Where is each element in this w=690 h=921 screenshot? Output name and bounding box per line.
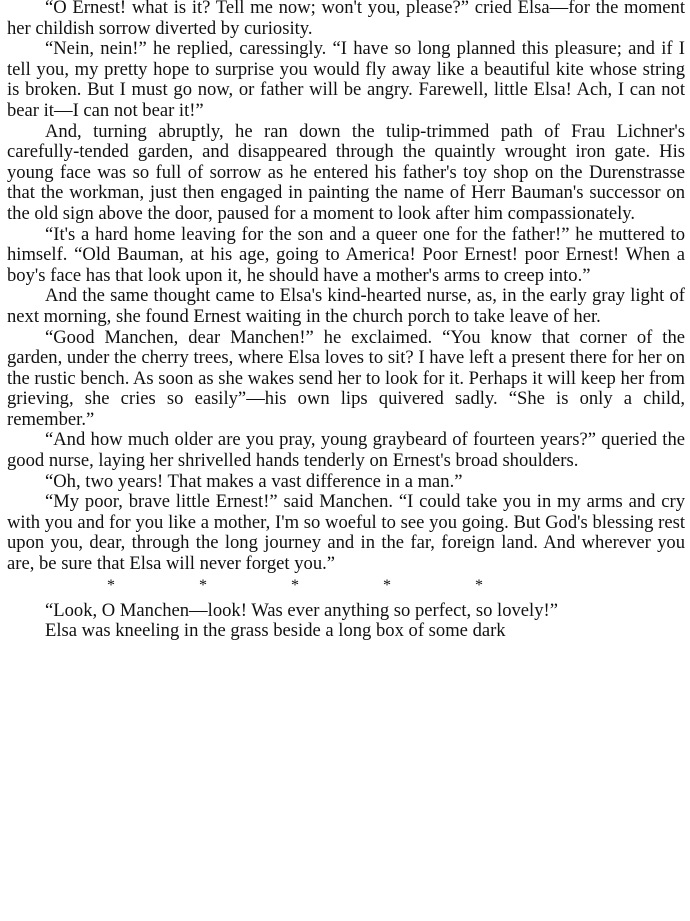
paragraph-10: “Look, O Manchen—look! Was ever anything so perfect, so lovely!” <box>45 599 558 621</box>
paragraph-8: “Oh, two years! That makes a vast difference in a man.” <box>45 470 463 492</box>
paragraph-6: “Good Manchen, dear Manchen!” he exclaimed. “You know that corner of the garden, under the cherry trees, where Elsa loves to sit? I have left a present there for her on the rustic bench. As soon as she wakes send her to look for it. Perhaps it will keep her from grieving, she cries so easily”—his own lips quivered sadly. “She is only a child, remember.” <box>7 326 686 430</box>
paragraph-9: “My poor, brave little Ernest!” said Manchen. “I could take you in my arms and cry with you and for you like a mother, I'm so woeful to see you going. But God's blessing rest upon you, dear, through the long journey and in the far, foreign land. And wherever you are, be sure that Elsa will never forget you.” <box>7 491 685 575</box>
section-separator <box>7 577 685 595</box>
separator-star: * <box>475 576 483 594</box>
paragraph-4: “It's a hard home leaving for the son and a queer one for the father!” he muttered to himself. “Old Bauman, at his age, going to America! Poor Ernest! poor Ernest! When a boy's face has that look upon it, he should have a mother's arms to creep into.” <box>7 223 685 286</box>
paragraph-3: And, turning abruptly, he ran down the tulip-trimmed path of Frau Lichner's carefully-tended garden, and disappeared through the quaintly wrought iron gate. His young face was so full of sorrow as he entered his father's toy shop on the Durenstrasse that the workman, just then engaged in painting the name of Herr Bauman's successor on the old sign above the door, paused for a moment to look after him compassionately. <box>7 120 685 224</box>
paragraph-5: And the same thought came to Elsa's kind-hearted nurse, as, in the early gray light of next morning, she found Ernest waiting in the church porch to take leave of her. <box>7 285 685 327</box>
paragraph-2: “Nein, nein!” he replied, caressingly. “I have so long planned this pleasure; and if I tell you, my pretty hope to surprise you would fly away like a beautiful kite whose string is broken. But I must go now, or father will be angry. Farewell, little Elsa! Ach, I can not bear it—I can not bear it!” <box>7 38 685 121</box>
paragraph-11: Elsa was kneeling in the grass beside a long box of some dark <box>45 620 506 642</box>
separator-star: * <box>291 576 299 594</box>
paragraph-1: “O Ernest! what is it? Tell me now; won't you, please?” cried Elsa—for the moment her childish sorrow diverted by curiosity. <box>7 0 685 39</box>
separator-star: * <box>383 576 391 594</box>
separator-star: * <box>107 576 115 594</box>
paragraph-7: “And how much older are you pray, young graybeard of fourteen years?” queried the good nurse, laying her shrivelled hands tenderly on Ernest's broad shoulders. <box>7 429 685 472</box>
separator-star: * <box>199 576 207 594</box>
